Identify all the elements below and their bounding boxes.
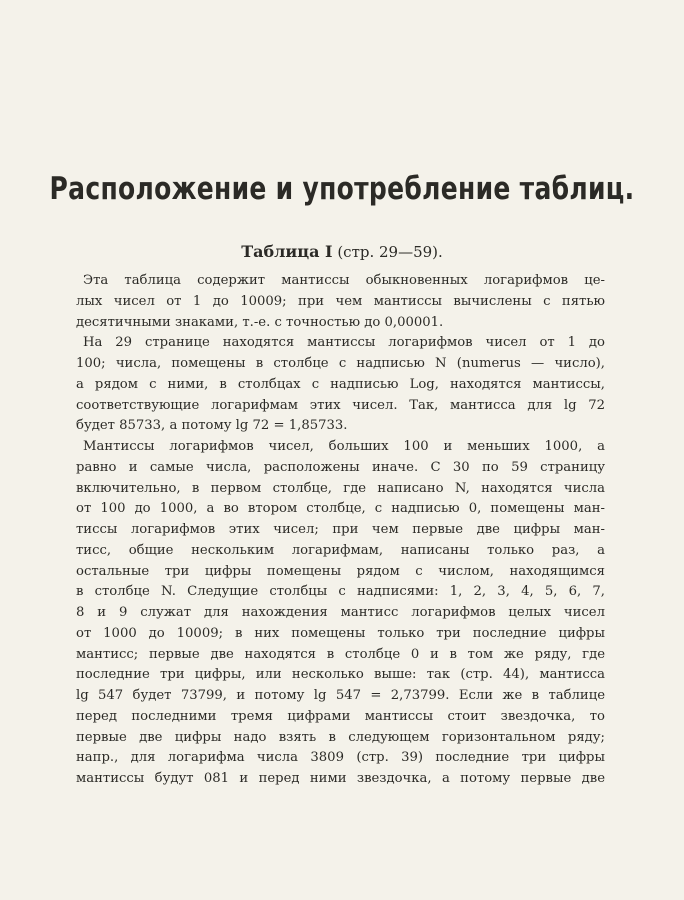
text-line: мантисс; первые две находятся в столбце 0 и в том же ряду, где [76, 646, 605, 662]
text-line: тиссы логарифмов этих чисел; при чем первые две цифры ман- [76, 522, 605, 537]
text-line: напр., для логарифма числа 3809 (стр. 39) последние три цифры [76, 750, 605, 766]
text-line: На 29 странице находятся мантиссы логарифмов чисел от 1 до [83, 335, 605, 351]
text-line: от 1000 до 10009; в них помещены только три последние цифры [76, 625, 605, 641]
table-pages: (стр. 29—59). [337, 243, 443, 261]
text-line: лых чисел от 1 до 10009; при чем мантиссы вычислены с пятью [76, 293, 605, 309]
page-title: Расположение и употребление таблиц. [49, 170, 635, 207]
text-line: равно и самые числа, расположены иначе. С 30 по 59 страницу [76, 459, 605, 475]
text-line: от 100 до 1000, а во втором столбце, с надписью 0, помещены ман- [76, 501, 605, 517]
text-line: 100; числа, помещены в столбце с надписью N (numerus — число), [76, 356, 605, 371]
text-line: тисс, общие нескольким логарифмам, написаны только раз, а [76, 542, 605, 558]
section-heading [0, 242, 684, 261]
text-line: остальные три цифры помещены рядом с числом, находящимся [76, 563, 605, 579]
text-line: соответствующие логарифмам этих чисел. Так, мантисса для lg 72 [76, 397, 605, 413]
text-line: последние три цифры, или несколько выше: так (стр. 44), мантисса [76, 667, 605, 683]
text-line: мантиссы будут 081 и перед ними звездочка, а потому первые две [76, 771, 605, 786]
text-line: lg 547 будет 73799, и потому lg 547 = 2,73799. Если же в таблице [76, 688, 605, 703]
text-line: перед последними тремя цифрами мантиссы стоит звездочка, то [76, 708, 605, 724]
text-line: десятичными знаками, т.-е. с точностью до 0,00001. [76, 314, 444, 330]
text-line: а рядом с ними, в столбцах с надписью Log, находятся мантиссы, [76, 376, 605, 392]
table-label: Таблица I [241, 242, 333, 261]
text-line: Мантиссы логарифмов чисел, больших 100 и меньших 1000, а [83, 439, 605, 454]
text-line: 8 и 9 служат для нахождения мантисс логарифмов целых чисел [76, 605, 605, 620]
body-text [76, 271, 605, 790]
text-line: первые две цифры надо взять в следующем горизонтальном ряду; [76, 729, 605, 745]
text-line: будет 85733, а потому lg 72 = 1,85733. [76, 418, 348, 434]
text-line: включительно, в первом столбце, где написано N, находятся числа [76, 480, 605, 496]
text-line: в столбце N. Следущие столбцы с надписями: 1, 2, 3, 4, 5, 6, 7, [76, 584, 605, 600]
text-line: Эта таблица содержит мантиссы обыкновенных логарифмов це- [83, 273, 605, 288]
